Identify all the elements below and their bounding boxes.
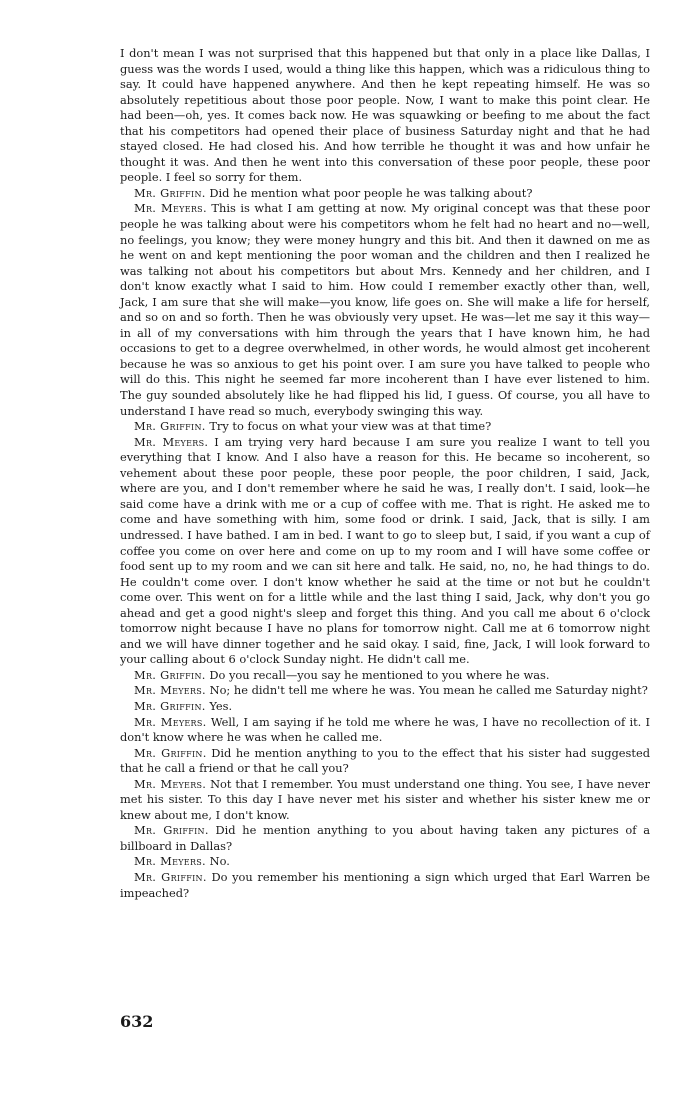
paragraph: Mr. Griffin. Did he mention what poor people he was talking about?: [134, 185, 533, 200]
speaker-label: Mr. Griffin.: [134, 698, 206, 713]
speaker-label: Mr. Meyers.: [134, 714, 207, 729]
paragraph: Mr. Meyers. Not that I remember. You must understand one thing. You see, I have never met his sister. To this day I have never met his sister and whether his sister knew me or knew about me, I don't know.: [120, 776, 650, 822]
speaker-label: Mr. Meyers.: [134, 201, 207, 216]
speaker-label: Mr. Griffin.: [134, 745, 207, 760]
paragraph: Mr. Meyers. No; he didn't tell me where he was. You mean he called me Saturday night?: [134, 683, 648, 698]
paragraph: Mr. Meyers. This is what I am getting at now. My original concept was that these poor people he was talking about were his competitors whom he felt had no heart and no—well, no feelings, you know; they were money hungry and this bit. And then it dawned on me as he went on and kept mentioning the poor woman and the children and then I realized he was talking not about his competitors but about Mrs. Kennedy and her children, and I don't know exactly what I said to him. How could I remember exactly other than, well, Jack, I am sure that she will make—you know, life goes on. She will make a life for herself, and so on and so forth. Then he was obviously very upset. He was—let me say it this way—in all of my conversations with him through the years that I have known him, he had occasions to get to a degree overwhelmed, in other words, he would almost get incoherent because he was so anxious to get his point over. I am sure you have talked to people who will do this. This night he seemed far more incoherent than I have ever listened to him. The guy sounded absolutely like he had flipped his lid, I guess. Of course, you all have to understand I have read so much, everybody swinging this way.: [120, 201, 650, 418]
transcript-body: [120, 46, 650, 901]
speaker-label: Mr. Griffin.: [134, 185, 206, 200]
paragraph: Mr. Meyers. No.: [134, 854, 230, 869]
speaker-label: Mr. Griffin.: [134, 419, 206, 434]
paragraph: Mr. Meyers. I am trying very hard because I am sure you realize I want to tell you everything that I know. And I also have a reason for this. He became so incoherent, so vehement about these poor people, these poor people, the poor children, I said, Jack, where are you, and I don't remember where he said he was, I really don't. I said, look—he said come have a drink with me or a cup of coffee with me. That is right. He asked me to come and have something with him, some food or drink. I said, Jack, that is silly. I am undressed. I have bathed. I am in bed. I want to go to sleep but, I said, if you want a cup of coffee you come on over here and come on up to my room and I will have some coffee or food sent up to my room and we can sit here and talk. He said, no, no, he had things to do. He couldn't come over. I don't know whether he said at the time or not but he couldn't come over. This went on for a little while and the last thing I said, Jack, why don't you go ahead and get a good night's sleep and forget this thing. And you call me about 6 o'clock tomorrow night because I have no plans for tomorrow night. Call me at 6 tomorrow night and we will have dinner together and he said okay. I said, fine, Jack, I will look forward to your calling about 6 o'clock Sunday night. He didn't call me.: [120, 434, 650, 667]
speaker-label: Mr. Griffin.: [134, 667, 206, 682]
paragraph: Mr. Griffin. Did he mention anything to you about having taken any pictures of a billboard in Dallas?: [120, 823, 651, 853]
page-number: 632: [120, 1012, 154, 1031]
paragraph: Mr. Griffin. Yes.: [134, 698, 233, 713]
paragraph: Mr. Griffin. Do you recall—you say he mentioned to you where he was.: [134, 667, 550, 682]
paragraph: I don't mean I was not surprised that this happened but that only in a place like Dallas, I guess was the words I used, would a thing like this happen, which was a ridiculous thing to say. It could have happened anywhere. And then he kept repeating himself. He was so absolutely repetitious about those poor people. Now, I want to make this point clear. He had been—oh, yes. It comes back now. He was squawking or beefing to me about the fact that his competitors had opened their place of business Saturday night and that he had stayed closed. He had closed his. And how terrible he thought it was and how unfair he thought it was. And then he went into this conversation of these poor people, these poor people. I feel so sorry for them.: [120, 46, 650, 185]
speaker-label: Mr. Meyers.: [134, 683, 206, 698]
paragraph: Mr. Griffin. Try to focus on what your view was at that time?: [134, 419, 492, 434]
speaker-label: Mr. Meyers.: [134, 776, 207, 791]
speaker-label: Mr. Meyers.: [134, 854, 206, 869]
paragraph: Mr. Meyers. Well, I am saying if he told me where he was, I have no recollection of it. I don't know where he was when he called me.: [120, 714, 651, 745]
speaker-label: Mr. Griffin.: [134, 869, 207, 884]
speaker-label: Mr. Griffin.: [134, 823, 209, 838]
paragraph: Mr. Griffin. Do you remember his mentioning a sign which urged that Earl Warren be impeached?: [120, 869, 650, 900]
paragraph: Mr. Griffin. Did he mention anything to you to the effect that his sister had suggested that he call a friend or that he call you?: [120, 745, 650, 776]
speaker-label: Mr. Meyers.: [134, 434, 209, 449]
